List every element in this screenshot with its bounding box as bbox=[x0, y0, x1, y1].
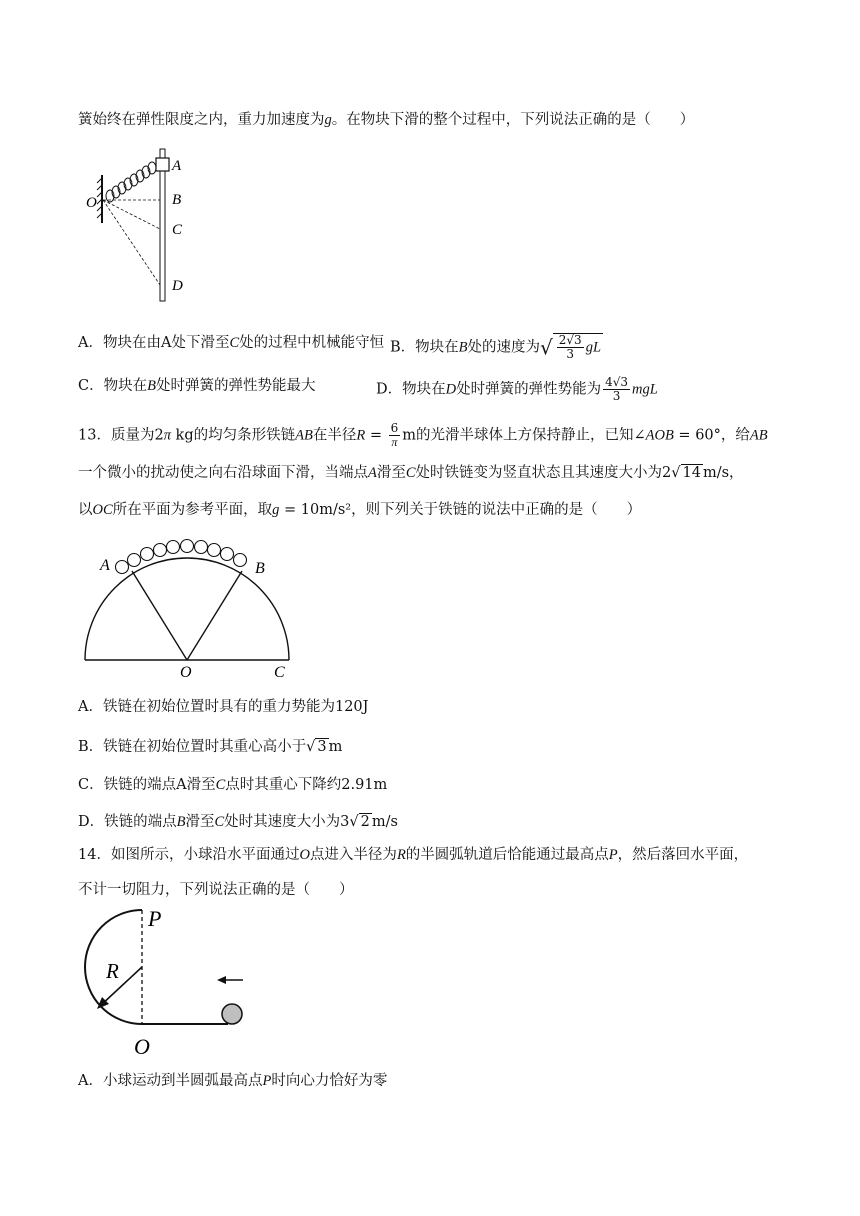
q13-option-c: C．铁链的端点A滑至C点时其重心下降约2.91m bbox=[78, 777, 388, 793]
q13-hemisphere-figure bbox=[80, 535, 305, 680]
q12-spring-figure bbox=[82, 145, 217, 305]
q12-label-C: C bbox=[172, 222, 183, 238]
q13-stem-line3: 以OC所在平面为参考平面，取g = 10m/s²，则下列关于铁链的说法中正确的是（ ） bbox=[78, 502, 642, 518]
q14-label-O: O bbox=[134, 1034, 150, 1059]
q14-label-R: R bbox=[106, 959, 119, 983]
q14-track-figure bbox=[78, 900, 253, 1060]
q14-label-P: P bbox=[148, 906, 162, 931]
q13-label-O: O bbox=[180, 664, 192, 680]
q14-stem-line2: 不计一切阻力，下列说法正确的是（ ） bbox=[78, 882, 354, 898]
q13-option-a: A．铁链在初始位置时具有的重力势能为120J bbox=[78, 699, 369, 715]
q13-option-d: D．铁链的端点B滑至C处时其速度大小为3√ 2 m/s bbox=[78, 814, 398, 830]
q12-option-c: C．物块在B处时弹簧的弹性势能最大 bbox=[78, 378, 316, 394]
q13-stem-line1: 13．质量为2π kg的均匀条形铁链AB在半径R = $\frac{6}{\pi}$ m的光滑半球体上方保持静止，已知∠AOB = 60°，给AB bbox=[78, 421, 768, 449]
q12-option-b: B．物块在B处的速度为√ $\frac{2√3}{3}$ gL bbox=[390, 333, 602, 361]
q12-option-d: D．物块在D处时弹簧的弹性势能为 $\frac{4√3}{3}$ mgL bbox=[376, 375, 658, 403]
q13-label-C: C bbox=[274, 664, 285, 680]
q13-label-A: A bbox=[100, 557, 110, 574]
q12-label-O: O bbox=[86, 195, 97, 211]
q14-option-a: A．小球运动到半圆弧最高点P时向心力恰好为零 bbox=[78, 1073, 388, 1089]
q12-label-D: D bbox=[172, 278, 183, 294]
q12-label-B: B bbox=[172, 192, 182, 208]
q14-stem-line1: 14．如图所示，小球沿水平面通过O点进入半径为R的半圆弧轨道后恰能通过最高点P，然后落回水平面， bbox=[78, 847, 749, 863]
q12-option-a: A．物块在由A处下滑至C处的过程中机械能守恒 bbox=[78, 335, 385, 351]
q12-stem: 簧始终在弹性限度之内，重力加速度为g。在物块下滑的整个过程中，下列说法正确的是（ ） bbox=[78, 112, 695, 128]
q13-option-b: B．铁链在初始位置时其重心高小于√ 3 m bbox=[78, 739, 343, 755]
q13-label-B: B bbox=[255, 560, 265, 577]
q13-stem-line2: 一个微小的扰动使之向右沿球面下滑，当端点A滑至C处时铁链变为竖直状态且其速度大小为2√ 14 m/s， bbox=[78, 465, 744, 481]
q12-label-A: A bbox=[172, 158, 182, 174]
